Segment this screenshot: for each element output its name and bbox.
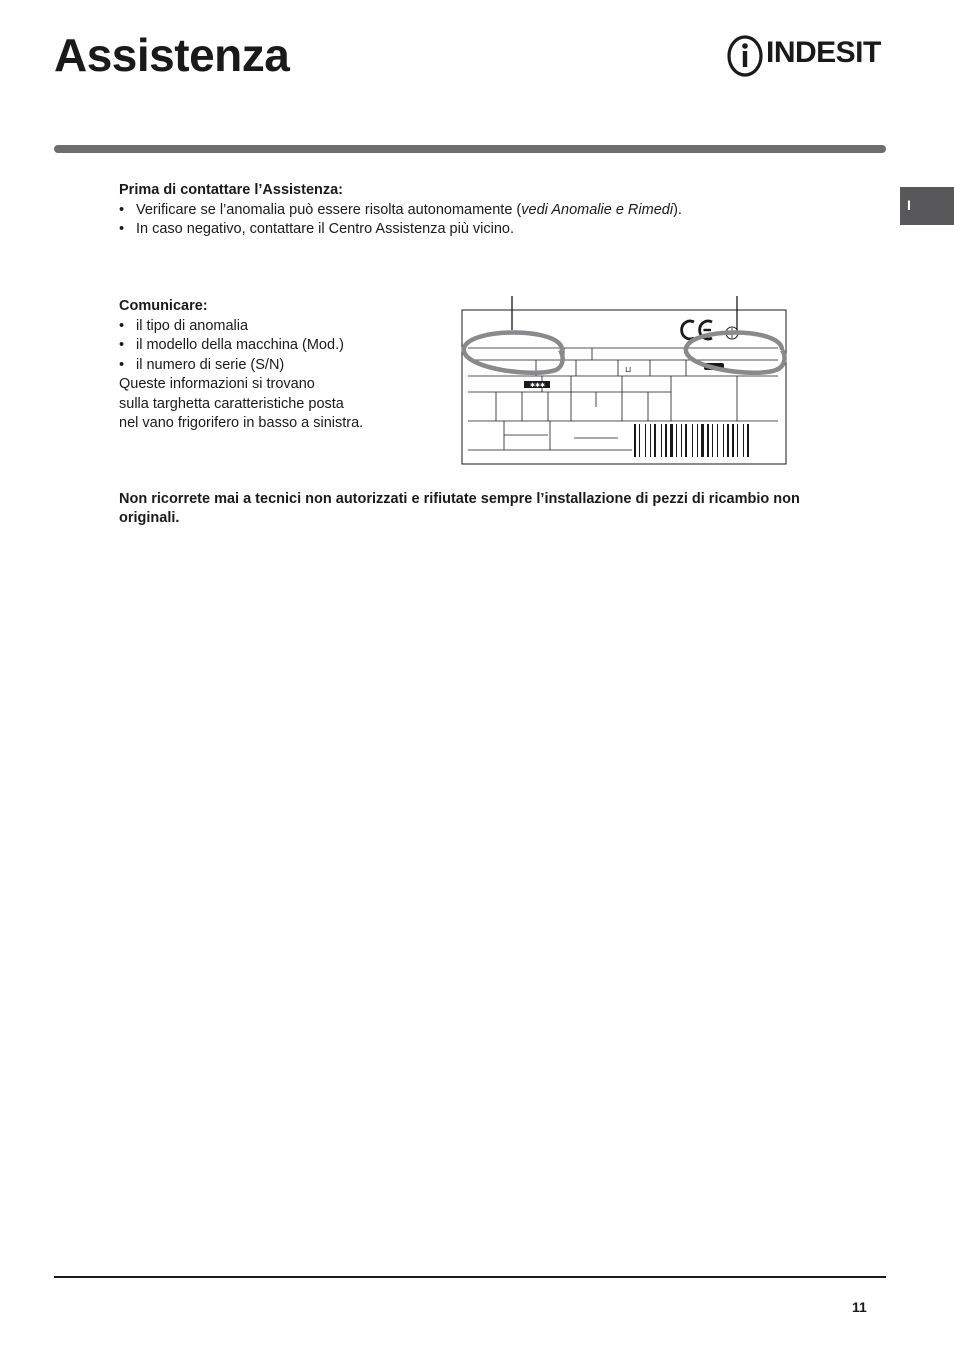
bullet-icon: • (119, 337, 125, 353)
rating-plate-diagram (456, 294, 792, 470)
list-item (119, 336, 439, 356)
before-contact-heading: Prima di contattare l’Assistenza: (119, 182, 344, 198)
language-tab-label: I (907, 197, 911, 213)
list-item-text: il tipo di anomalia (136, 317, 249, 334)
note-line: nel vano frigorifero in basso a sinistra. (119, 415, 364, 431)
bullet-icon: • (119, 317, 125, 334)
footer-rule (54, 1276, 886, 1278)
item1-italic: vedi Anomalie e Rimedi (521, 201, 674, 218)
bullet-icon: • (119, 221, 125, 237)
svg-text:⊔: ⊔ (625, 365, 632, 374)
freezer-stars-icon (524, 381, 550, 389)
list-item (119, 220, 819, 240)
header-rule (54, 145, 886, 153)
list-item (119, 317, 439, 337)
item1-prefix: Verificare se l’anomalia può essere risolta autonomamente ( (136, 201, 522, 218)
communicate-heading: Comunicare: (119, 298, 208, 314)
warning-text: Non ricorrete mai a tecnici non autorizzati e rifiutate sempre l’installazione di pezzi di ricambio non originali. (119, 491, 800, 526)
list-item-text: il numero di serie (S/N) (136, 356, 285, 373)
item1-suffix: ). (673, 201, 682, 218)
logo-text: INDESIT (766, 36, 881, 69)
item2-text: In caso negativo, contattare il Centro Assistenza più vicino. (136, 221, 515, 237)
rating-plate-svg (456, 294, 792, 470)
bullet-icon: • (119, 356, 125, 373)
indesit-logo (726, 34, 886, 78)
communicate-section (119, 297, 439, 434)
language-tab (900, 187, 954, 225)
before-contact-section (119, 181, 819, 240)
page-number: 11 (852, 1299, 867, 1315)
note-line: Queste informazioni si trovano (119, 376, 315, 392)
list-item (119, 201, 819, 221)
bullet-icon: • (119, 201, 125, 218)
list-item-text: il modello della macchina (Mod.) (136, 337, 344, 353)
svg-text:✱✱✱: ✱✱✱ (530, 382, 546, 389)
indesit-logo-icon (726, 34, 766, 78)
page-title: Assistenza (54, 29, 290, 81)
note-line: sulla targhetta caratteristiche posta (119, 395, 344, 412)
list-item (119, 356, 439, 376)
